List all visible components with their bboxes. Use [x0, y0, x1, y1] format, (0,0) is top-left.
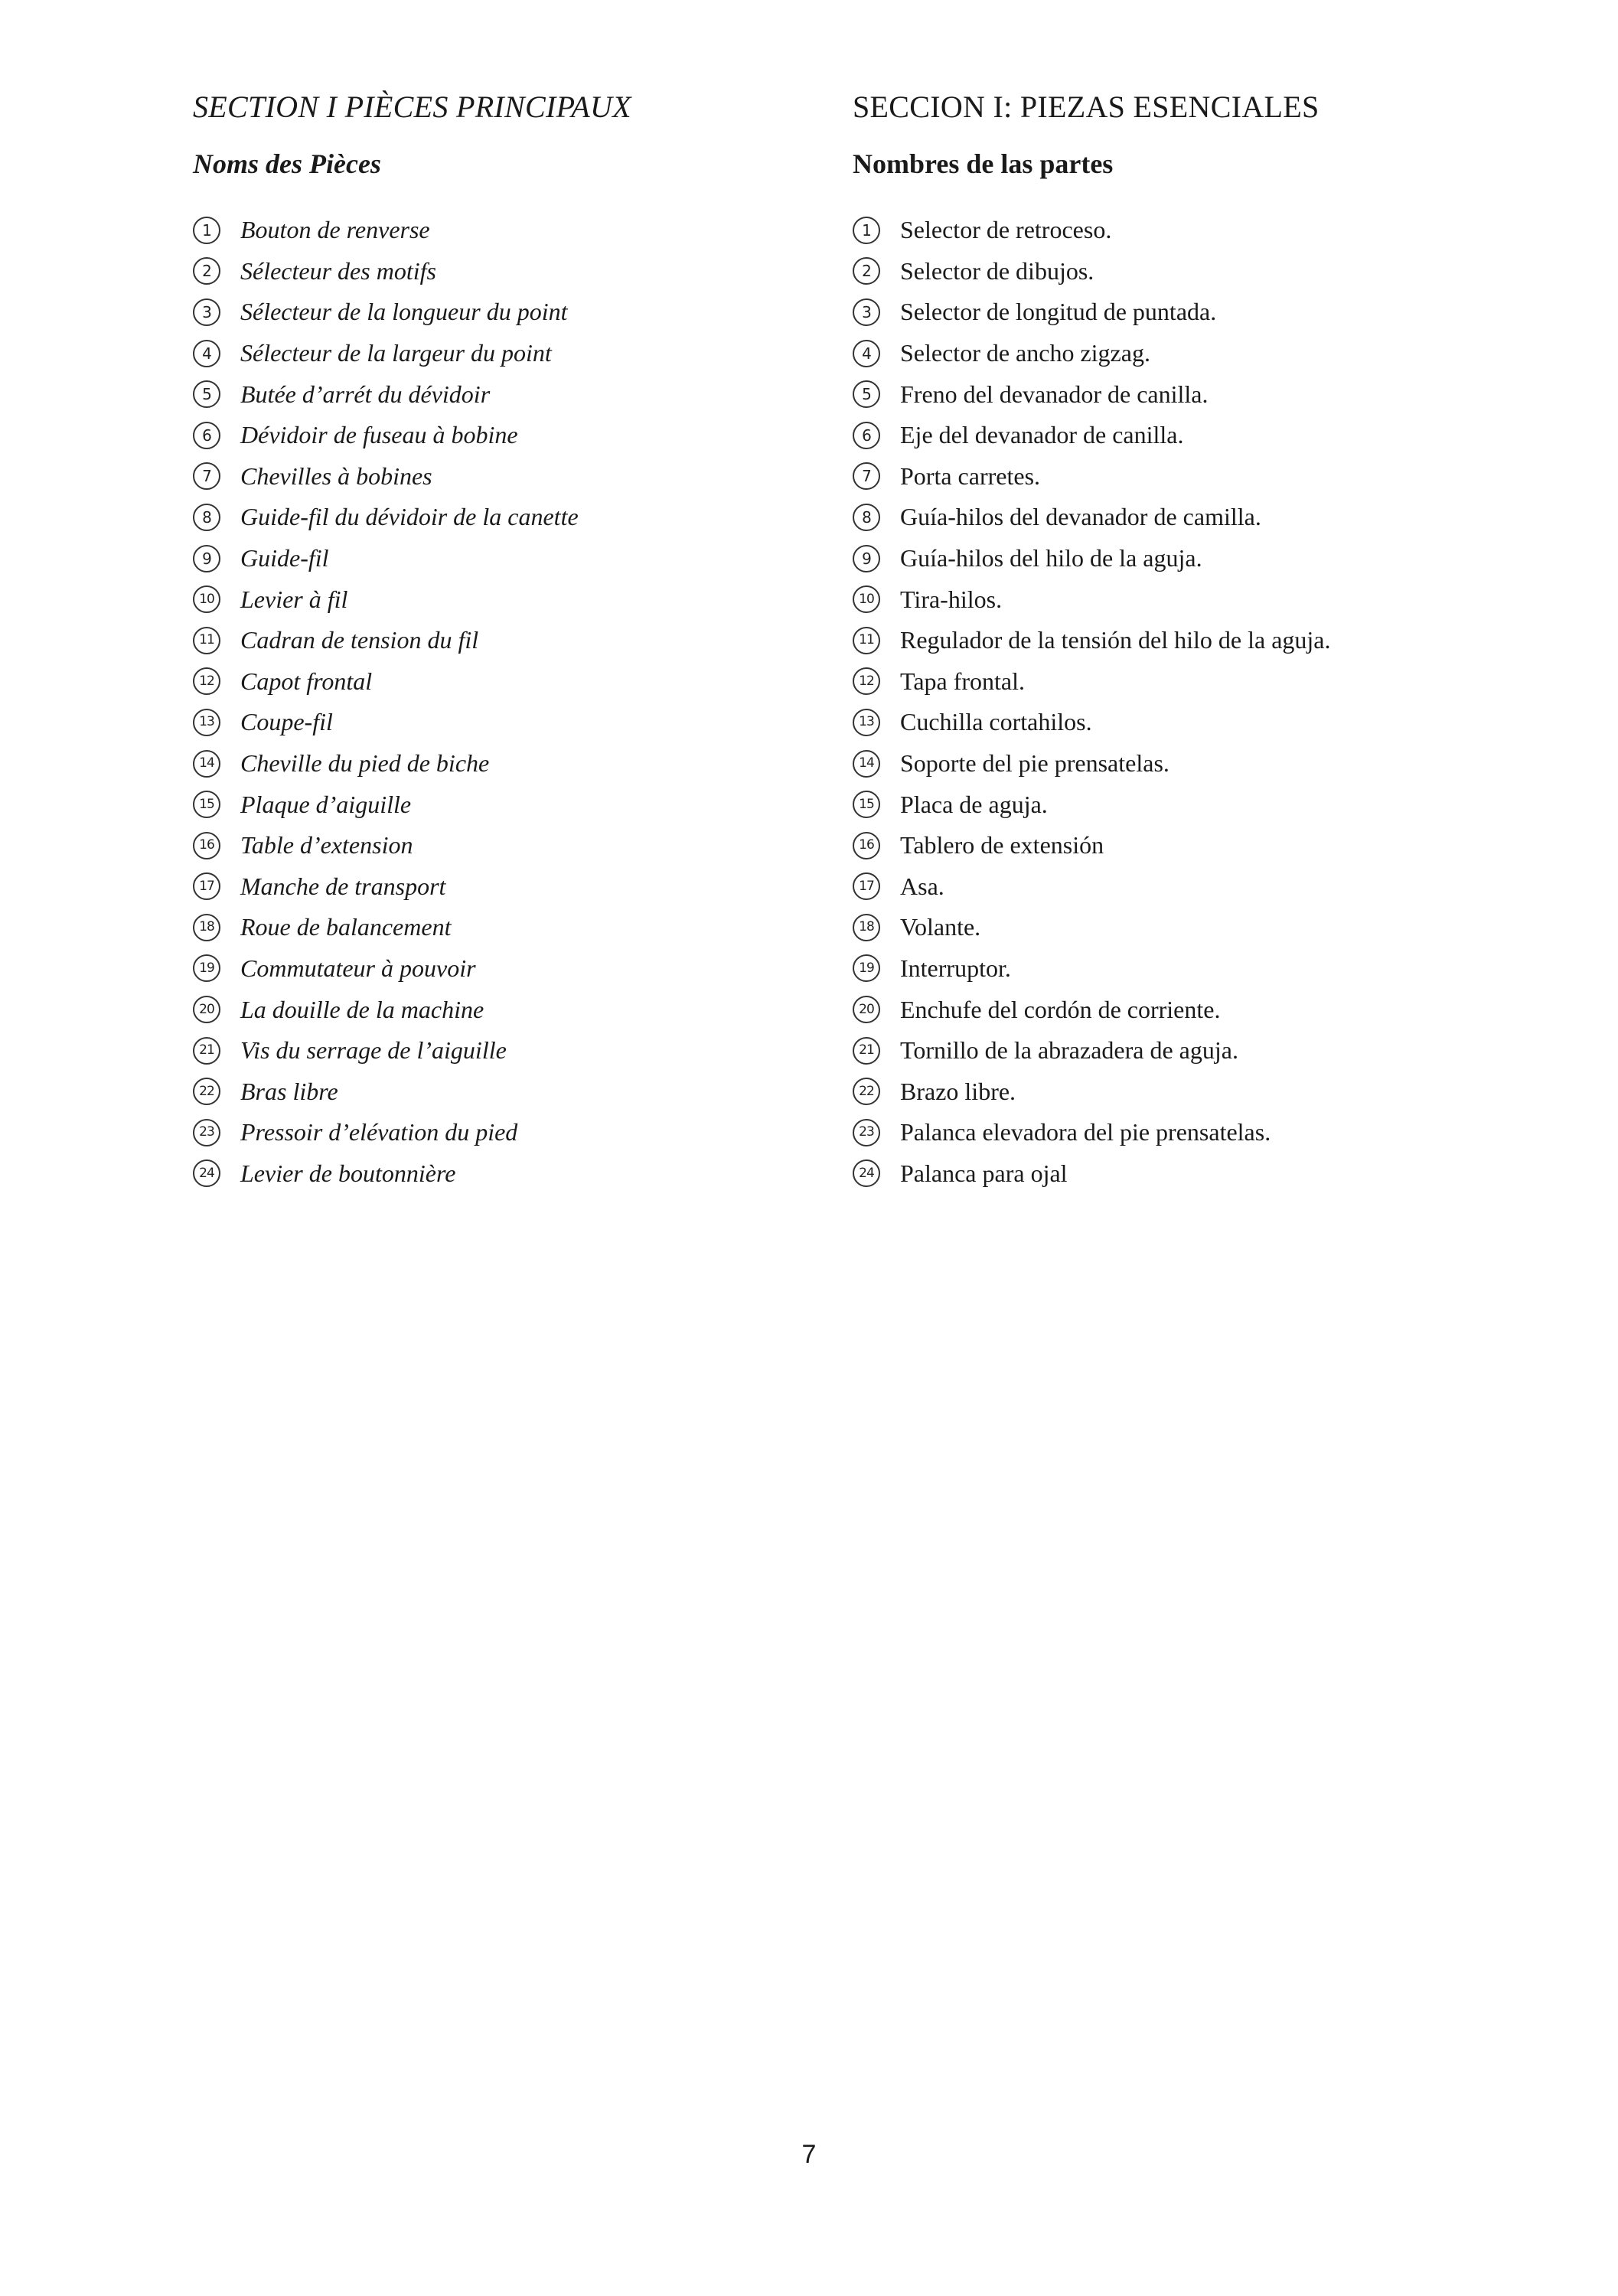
french-part-label: Cadran de tension du fil	[240, 626, 479, 654]
circled-number-icon: 4	[193, 340, 220, 367]
circled-number-icon: 11	[193, 627, 220, 654]
spanish-part-item	[853, 743, 1541, 784]
french-part-label: Butée d’arrét du dévidoir	[240, 380, 491, 408]
french-part-item	[193, 1112, 820, 1153]
french-part-label: Guide-fil	[240, 544, 329, 572]
circled-number-icon: 19	[193, 954, 220, 982]
spanish-part-label: Palanca elevadora del pie prensatelas.	[900, 1118, 1271, 1146]
spanish-section-title: SECCION I: PIEZAS ESENCIALES	[853, 90, 1320, 124]
spanish-part-label: Selector de longitud de puntada.	[900, 298, 1217, 326]
circled-number-icon: 22	[193, 1078, 220, 1105]
french-part-label: Table d’extension	[240, 831, 413, 859]
spanish-part-label: Soporte del pie prensatelas.	[900, 749, 1169, 778]
circled-number-icon: 1	[853, 217, 880, 244]
spanish-part-label: Guía-hilos del devanador de camilla.	[900, 503, 1261, 531]
french-part-label: Cheville du pied de biche	[240, 749, 490, 778]
spanish-subtitle: Nombres de las partes	[853, 148, 1114, 179]
circled-number-icon: 7	[193, 462, 220, 490]
spanish-part-label: Cuchilla cortahilos.	[900, 708, 1092, 736]
spanish-part-label: Tira-hilos.	[900, 585, 1003, 613]
circled-number-icon: 2	[853, 257, 880, 285]
spanish-part-item	[853, 373, 1541, 415]
circled-number-icon: 10	[853, 585, 880, 613]
french-part-label: Chevilles à bobines	[240, 461, 432, 490]
french-part-item	[193, 415, 820, 456]
french-part-label: Roue de balancement	[240, 913, 452, 941]
french-part-label: Manche de transport	[240, 872, 446, 900]
french-part-label: Sélecteur des motifs	[240, 256, 436, 285]
spanish-part-label: Freno del devanador de canilla.	[900, 380, 1209, 408]
circled-number-icon: 12	[853, 667, 880, 695]
circled-number-icon: 5	[853, 380, 880, 408]
french-part-item	[193, 702, 820, 743]
circled-number-icon: 11	[853, 627, 880, 654]
spanish-part-item	[853, 989, 1541, 1030]
french-part-label: Bras libre	[240, 1077, 338, 1105]
circled-number-icon: 17	[853, 872, 880, 900]
french-part-label: Levier à fil	[240, 585, 348, 613]
circled-number-icon: 12	[193, 667, 220, 695]
french-part-item	[193, 456, 820, 497]
spanish-part-label: Selector de ancho zigzag.	[900, 339, 1150, 367]
circled-number-icon: 16	[193, 832, 220, 859]
french-subtitle: Noms des Pièces	[193, 148, 381, 179]
spanish-part-label: Tapa frontal.	[900, 667, 1026, 695]
spanish-part-item	[853, 661, 1541, 703]
spanish-part-label: Brazo libre.	[900, 1077, 1016, 1105]
french-parts-list	[193, 210, 820, 1194]
circled-number-icon: 8	[193, 504, 220, 531]
spanish-part-item	[853, 579, 1541, 620]
circled-number-icon: 7	[853, 462, 880, 490]
circled-number-icon: 24	[193, 1159, 220, 1187]
circled-number-icon: 23	[193, 1119, 220, 1146]
spanish-part-item	[853, 1071, 1541, 1112]
french-part-label: Bouton de renverse	[240, 216, 430, 244]
spanish-part-item	[853, 702, 1541, 743]
spanish-part-item	[853, 784, 1541, 825]
french-part-item	[193, 497, 820, 538]
french-part-item	[193, 948, 820, 990]
french-part-item	[193, 825, 820, 866]
spanish-part-label: Selector de retroceso.	[900, 216, 1112, 244]
circled-number-icon: 6	[193, 422, 220, 449]
circled-number-icon: 16	[853, 832, 880, 859]
french-part-label: Vis du serrage de l’aiguille	[240, 1036, 507, 1065]
spanish-part-label: Enchufe del cordón de corriente.	[900, 995, 1221, 1023]
spanish-part-item	[853, 825, 1541, 866]
spanish-part-label: Palanca para ojal	[900, 1159, 1068, 1187]
french-part-label: Sélecteur de la longueur du point	[240, 298, 568, 326]
french-part-item	[193, 292, 820, 333]
circled-number-icon: 3	[853, 298, 880, 326]
spanish-part-label: Asa.	[900, 872, 944, 900]
spanish-part-label: Guía-hilos del hilo de la aguja.	[900, 544, 1202, 572]
spanish-parts-list	[853, 210, 1541, 1194]
circled-number-icon: 15	[193, 791, 220, 818]
page-number: 7	[801, 2140, 817, 2169]
circled-number-icon: 15	[853, 791, 880, 818]
circled-number-icon: 19	[853, 954, 880, 982]
circled-number-icon: 14	[193, 750, 220, 778]
circled-number-icon: 24	[853, 1159, 880, 1187]
circled-number-icon: 10	[193, 585, 220, 613]
spanish-part-item	[853, 251, 1541, 292]
circled-number-icon: 22	[853, 1078, 880, 1105]
spanish-part-label: Interruptor.	[900, 954, 1011, 982]
french-part-item	[193, 1030, 820, 1071]
spanish-part-item	[853, 948, 1541, 990]
french-part-label: Guide-fil du dévidoir de la canette	[240, 503, 579, 531]
french-part-item	[193, 784, 820, 825]
circled-number-icon: 18	[853, 914, 880, 941]
french-part-item	[193, 210, 820, 251]
spanish-part-item	[853, 620, 1541, 661]
french-part-label: La douille de la machine	[240, 995, 484, 1023]
french-part-label: Dévidoir de fuseau à bobine	[240, 421, 518, 449]
spanish-part-label: Eje del devanador de canilla.	[900, 421, 1184, 449]
french-part-label: Coupe-fil	[240, 708, 333, 736]
spanish-part-label: Porta carretes.	[900, 461, 1041, 490]
french-part-item	[193, 579, 820, 620]
french-part-item	[193, 661, 820, 703]
circled-number-icon: 9	[193, 545, 220, 572]
spanish-part-item	[853, 866, 1541, 908]
spanish-part-label: Selector de dibujos.	[900, 256, 1094, 285]
spanish-part-item	[853, 292, 1541, 333]
spanish-part-item	[853, 1030, 1541, 1071]
french-part-item	[193, 538, 820, 579]
spanish-part-label: Tornillo de la abrazadera de aguja.	[900, 1036, 1238, 1065]
spanish-part-label: Regulador de la tensión del hilo de la aguja.	[900, 626, 1331, 654]
circled-number-icon: 20	[853, 996, 880, 1023]
spanish-column	[853, 86, 1541, 1194]
spanish-part-label: Tablero de extensión	[900, 831, 1104, 859]
french-part-label: Levier de boutonnière	[240, 1159, 456, 1187]
circled-number-icon: 21	[193, 1037, 220, 1065]
circled-number-icon: 20	[193, 996, 220, 1023]
spanish-part-item	[853, 907, 1541, 948]
circled-number-icon: 13	[193, 709, 220, 736]
circled-number-icon: 1	[193, 217, 220, 244]
circled-number-icon: 23	[853, 1119, 880, 1146]
circled-number-icon: 3	[193, 298, 220, 326]
french-part-label: Pressoir d’elévation du pied	[240, 1118, 518, 1146]
spanish-part-item	[853, 415, 1541, 456]
french-section-title: SECTION I PIÈCES PRINCIPAUX	[193, 90, 631, 124]
french-part-item	[193, 333, 820, 374]
circled-number-icon: 21	[853, 1037, 880, 1065]
spanish-part-item	[853, 210, 1541, 251]
circled-number-icon: 14	[853, 750, 880, 778]
circled-number-icon: 6	[853, 422, 880, 449]
french-part-item	[193, 866, 820, 908]
spanish-part-item	[853, 497, 1541, 538]
french-part-item	[193, 1071, 820, 1112]
spanish-part-item	[853, 538, 1541, 579]
circled-number-icon: 9	[853, 545, 880, 572]
french-column	[193, 86, 820, 1194]
spanish-part-label: Placa de aguja.	[900, 790, 1048, 818]
circled-number-icon: 2	[193, 257, 220, 285]
circled-number-icon: 8	[853, 504, 880, 531]
french-part-label: Plaque d’aiguille	[240, 790, 412, 818]
french-part-item	[193, 251, 820, 292]
spanish-part-item	[853, 1153, 1541, 1195]
french-part-item	[193, 743, 820, 784]
circled-number-icon: 18	[193, 914, 220, 941]
circled-number-icon: 13	[853, 709, 880, 736]
french-part-item	[193, 620, 820, 661]
french-part-item	[193, 373, 820, 415]
french-part-item	[193, 1153, 820, 1195]
spanish-part-item	[853, 333, 1541, 374]
spanish-part-item	[853, 1112, 1541, 1153]
french-part-item	[193, 907, 820, 948]
circled-number-icon: 5	[193, 380, 220, 408]
french-part-label: Capot frontal	[240, 667, 373, 695]
spanish-part-label: Volante.	[900, 913, 981, 941]
french-part-label: Commutateur à pouvoir	[240, 954, 476, 982]
spanish-part-item	[853, 456, 1541, 497]
circled-number-icon: 4	[853, 340, 880, 367]
circled-number-icon: 17	[193, 872, 220, 900]
french-part-item	[193, 989, 820, 1030]
french-part-label: Sélecteur de la largeur du point	[240, 339, 552, 367]
